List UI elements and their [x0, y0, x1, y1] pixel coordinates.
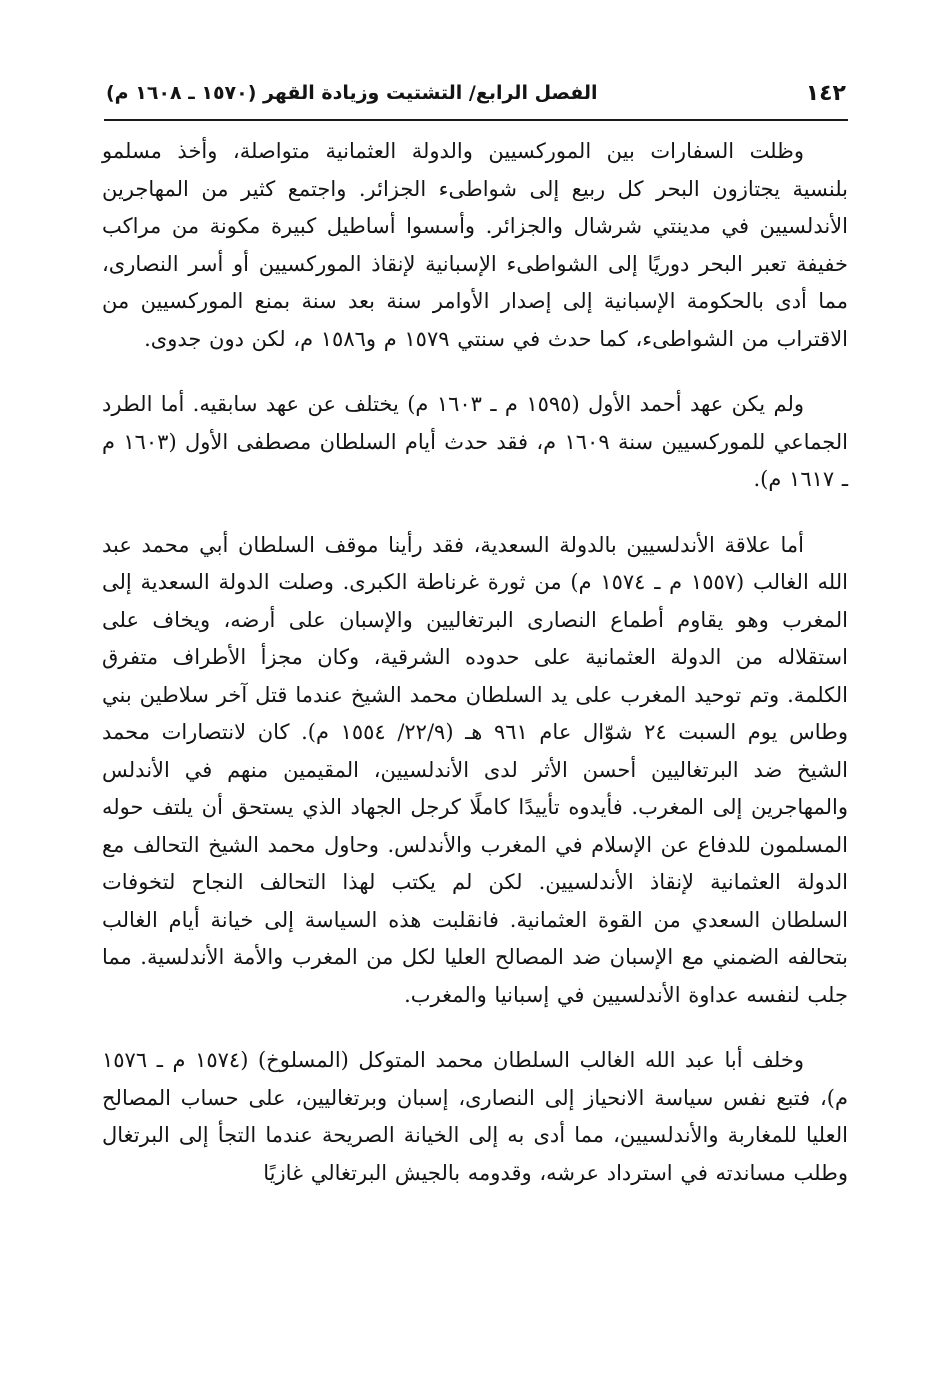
paragraph: ولم يكن عهد أحمد الأول (١٥٩٥ م ـ ١٦٠٣ م) يختلف عن عهد سابقيه. أما الطرد الجماعي للموركسيين سنة ١٦٠٩ م، فقد حدث أيام السلطان مصطفى الأول (١٦٠٣ م ـ ١٦١٧ م).: [102, 392, 849, 491]
header-rule: [104, 119, 848, 121]
page-number: ١٤٢: [805, 80, 846, 106]
paragraph: وظلت السفارات بين الموركسيين والدولة العثمانية متواصلة، وأخذ مسلمو بلنسية يجتازون البحر كل ربيع إلى شواطىء الجزائر. واجتمع كثير من المهاجرين الأندلسيين في مدينتي شرشال والجزائر. وأسسوا أساطيل كبيرة مكونة من مراكب خفيفة تعبر البحر دوريًا إلى الشواطىء الإسبانية لإنقاذ الموركسيين أو أسر النصارى، مما أدى بالحكومة الإسبانية إلى إصدار الأوامر سنة بعد سنة بمنع الموركسيين من الاقتراب من الشواطىء، كما حدث في سنتي ١٥٧٩ م و١٥٨٦ م، لكن دون جدوى.: [102, 139, 848, 351]
chapter-title: الفصل الرابع/ التشتيت وزيادة القهر (١٥٧٠ ـ ١٦٠٨ م): [106, 82, 598, 104]
page-body: [102, 133, 848, 1192]
paragraph: أما علاقة الأندلسيين بالدولة السعدية، فقد رأينا موقف السلطان أبي محمد عبد الله الغالب (١٥٥٧ م ـ ١٥٧٤ م) من ثورة غرناطة الكبرى. وصلت الدولة السعدية إلى المغرب وهو يقاوم أطماع النصارى البرتغاليين والإسبان على أرضه، ويخاف على استقلاله من الدولة العثمانية على حدوده الشرقية، وكان مجزأ الأطراف متفرق الكلمة. وتم توحيد المغرب على يد السلطان محمد الشيخ عندما قتل آخر سلاطين بني وطاس يوم السبت ٢٤ شوّال عام ٩٦١ هـ (٢٢/٩/ ١٥٥٤ م). كان لانتصارات محمد الشيخ ضد البرتغاليين أحسن الأثر لدى الأندلسيين، المقيمين منهم في الأندلس والمهاجرين إلى المغرب. فأيدوه تأييدًا كاملًا كرجل الجهاد الذي يستحق أن يلتف حوله المسلمون للدفاع عن الإسلام في المغرب والأندلس. وحاول محمد الشيخ التحالف مع الدولة العثمانية لإنقاذ الأندلسيين. لكن لم يكتب لهذا التحالف النجاح لتخوفات السلطان السعدي من القوة العثمانية. فانقلبت هذه السياسة إلى خيانة أيام الغالب بتحالفه الضمني مع الإسبان ضد المصالح العليا لكل من المغرب والأمة الأندلسية. مما جلب لنفسه عداوة الأندلسيين في إسبانيا والمغرب.: [102, 532, 848, 1007]
paragraph: وخلف أبا عبد الله الغالب السلطان محمد المتوكل (المسلوخ) (١٥٧٤ م ـ ١٥٧٦ م)، فتبع نفس سياسة الانحياز إلى النصارى، إسبان وبرتغاليين، على حساب المصالح العليا للمغاربة والأندلسيين، مما أدى به إلى الخيانة الصريحة عندما التجأ إلى البرتغال وطلب مساندته في استرداد عرشه، وقدومه بالجيش البرتغالي غازيًا: [102, 1048, 848, 1185]
running-header: [106, 76, 846, 110]
